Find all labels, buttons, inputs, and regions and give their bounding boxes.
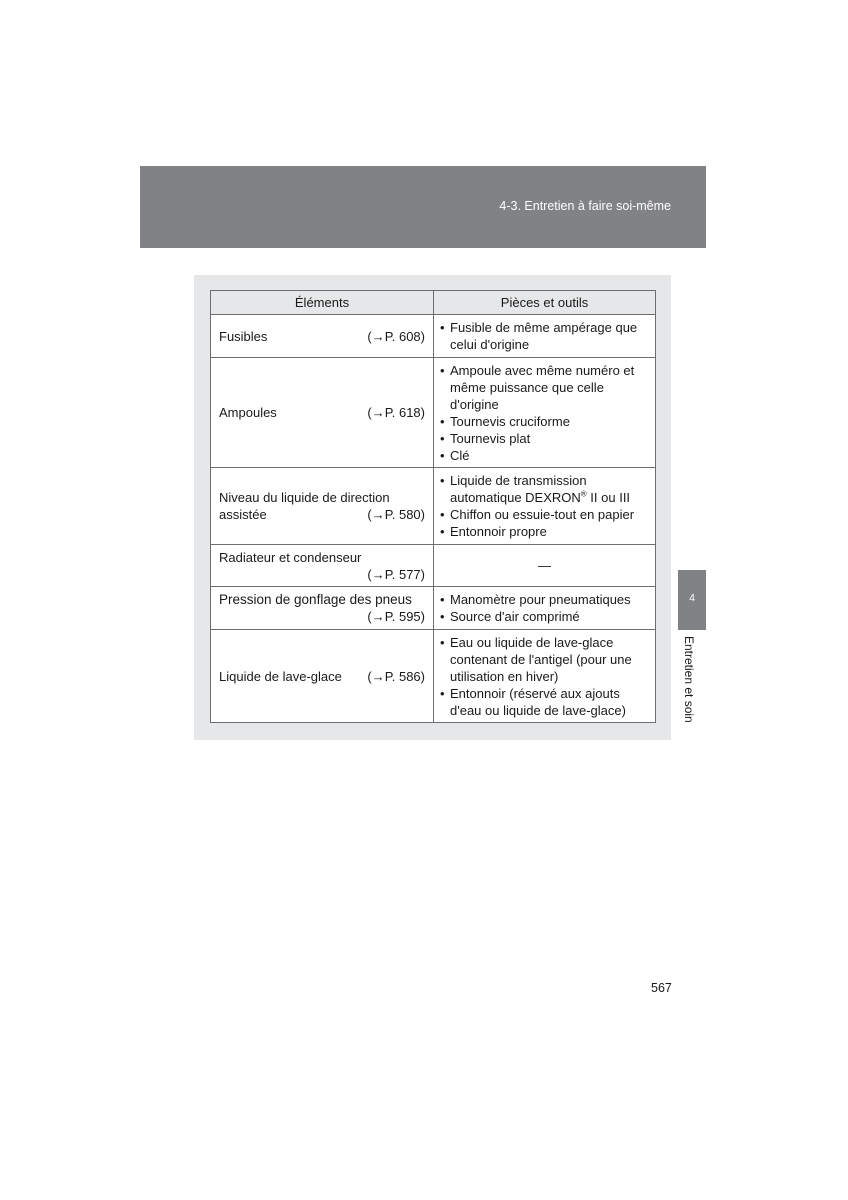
element-name: Ampoules bbox=[219, 405, 277, 420]
tools-cell bbox=[434, 468, 656, 545]
table-row bbox=[211, 315, 656, 358]
chapter-number: 4 bbox=[689, 592, 695, 604]
items-table bbox=[210, 290, 656, 723]
registered-mark: ® bbox=[580, 489, 587, 499]
element-cell bbox=[211, 587, 434, 630]
tool-item: • Ampoule avec même numéro et même puissance que celle d'origine bbox=[440, 362, 649, 413]
page-ref: (→P. 586) bbox=[367, 668, 425, 684]
tool-item: • Source d'air comprimé bbox=[440, 608, 649, 625]
page-ref: (→P. 608) bbox=[367, 328, 425, 344]
section-header-bar bbox=[140, 166, 706, 248]
tool-item bbox=[440, 472, 649, 506]
tool-item: • Clé bbox=[440, 447, 649, 464]
table-header-row bbox=[211, 291, 656, 315]
tool-item: • Fusible de même ampérage que celui d'origine bbox=[440, 319, 649, 353]
element-name: Fusibles bbox=[219, 328, 268, 344]
tools-cell bbox=[434, 630, 656, 723]
section-title: 4-3. Entretien à faire soi-même bbox=[499, 199, 671, 213]
element-cell bbox=[211, 468, 434, 545]
page-ref: (→P. 595) bbox=[367, 609, 425, 624]
element-name-continued: assistée bbox=[219, 507, 267, 522]
tool-item: • Eau ou liquide de lave-glace contenant de l'antigel (pour une utilisation en hiver) bbox=[440, 634, 649, 685]
page-ref: (→P. 580) bbox=[367, 507, 425, 522]
element-cell bbox=[211, 358, 434, 468]
tool-item: • Chiffon ou essuie-tout en papier bbox=[440, 506, 649, 523]
tool-text-suffix: II ou III bbox=[586, 490, 631, 505]
element-cell bbox=[211, 315, 434, 358]
element-name: Niveau du liquide de direction bbox=[219, 490, 390, 505]
chapter-tab bbox=[678, 570, 706, 630]
tool-item: • Entonnoir propre bbox=[440, 523, 649, 540]
header-elements: Éléments bbox=[211, 291, 434, 315]
header-tools: Pièces et outils bbox=[434, 291, 656, 315]
tools-cell bbox=[434, 587, 656, 630]
page-ref: (→P. 577) bbox=[367, 566, 425, 582]
tool-item: • Tournevis plat bbox=[440, 430, 649, 447]
element-name: Radiateur et condenseur bbox=[219, 549, 362, 565]
tools-cell bbox=[434, 315, 656, 358]
table-row bbox=[211, 587, 656, 630]
tool-item: • Tournevis cruciforme bbox=[440, 413, 649, 430]
table-row bbox=[211, 358, 656, 468]
tool-item: • Entonnoir (réservé aux ajouts d'eau ou liquide de lave-glace) bbox=[440, 685, 649, 719]
table-row bbox=[211, 630, 656, 723]
table-row bbox=[211, 545, 656, 587]
page-ref: (→P. 618) bbox=[367, 405, 425, 420]
element-name: Pression de gonflage des pneus bbox=[219, 592, 412, 607]
tools-cell bbox=[434, 358, 656, 468]
table-row bbox=[211, 468, 656, 545]
element-cell bbox=[211, 545, 434, 587]
element-cell bbox=[211, 630, 434, 723]
tool-item: • Manomètre pour pneumatiques bbox=[440, 591, 649, 608]
tools-cell-empty: — bbox=[434, 545, 656, 587]
page-number: 567 bbox=[651, 981, 672, 995]
tool-text: Liquide de transmission automatique DEXRON bbox=[450, 473, 587, 505]
chapter-label: Entretien et soin bbox=[682, 636, 696, 723]
element-name: Liquide de lave-glace bbox=[219, 668, 342, 684]
